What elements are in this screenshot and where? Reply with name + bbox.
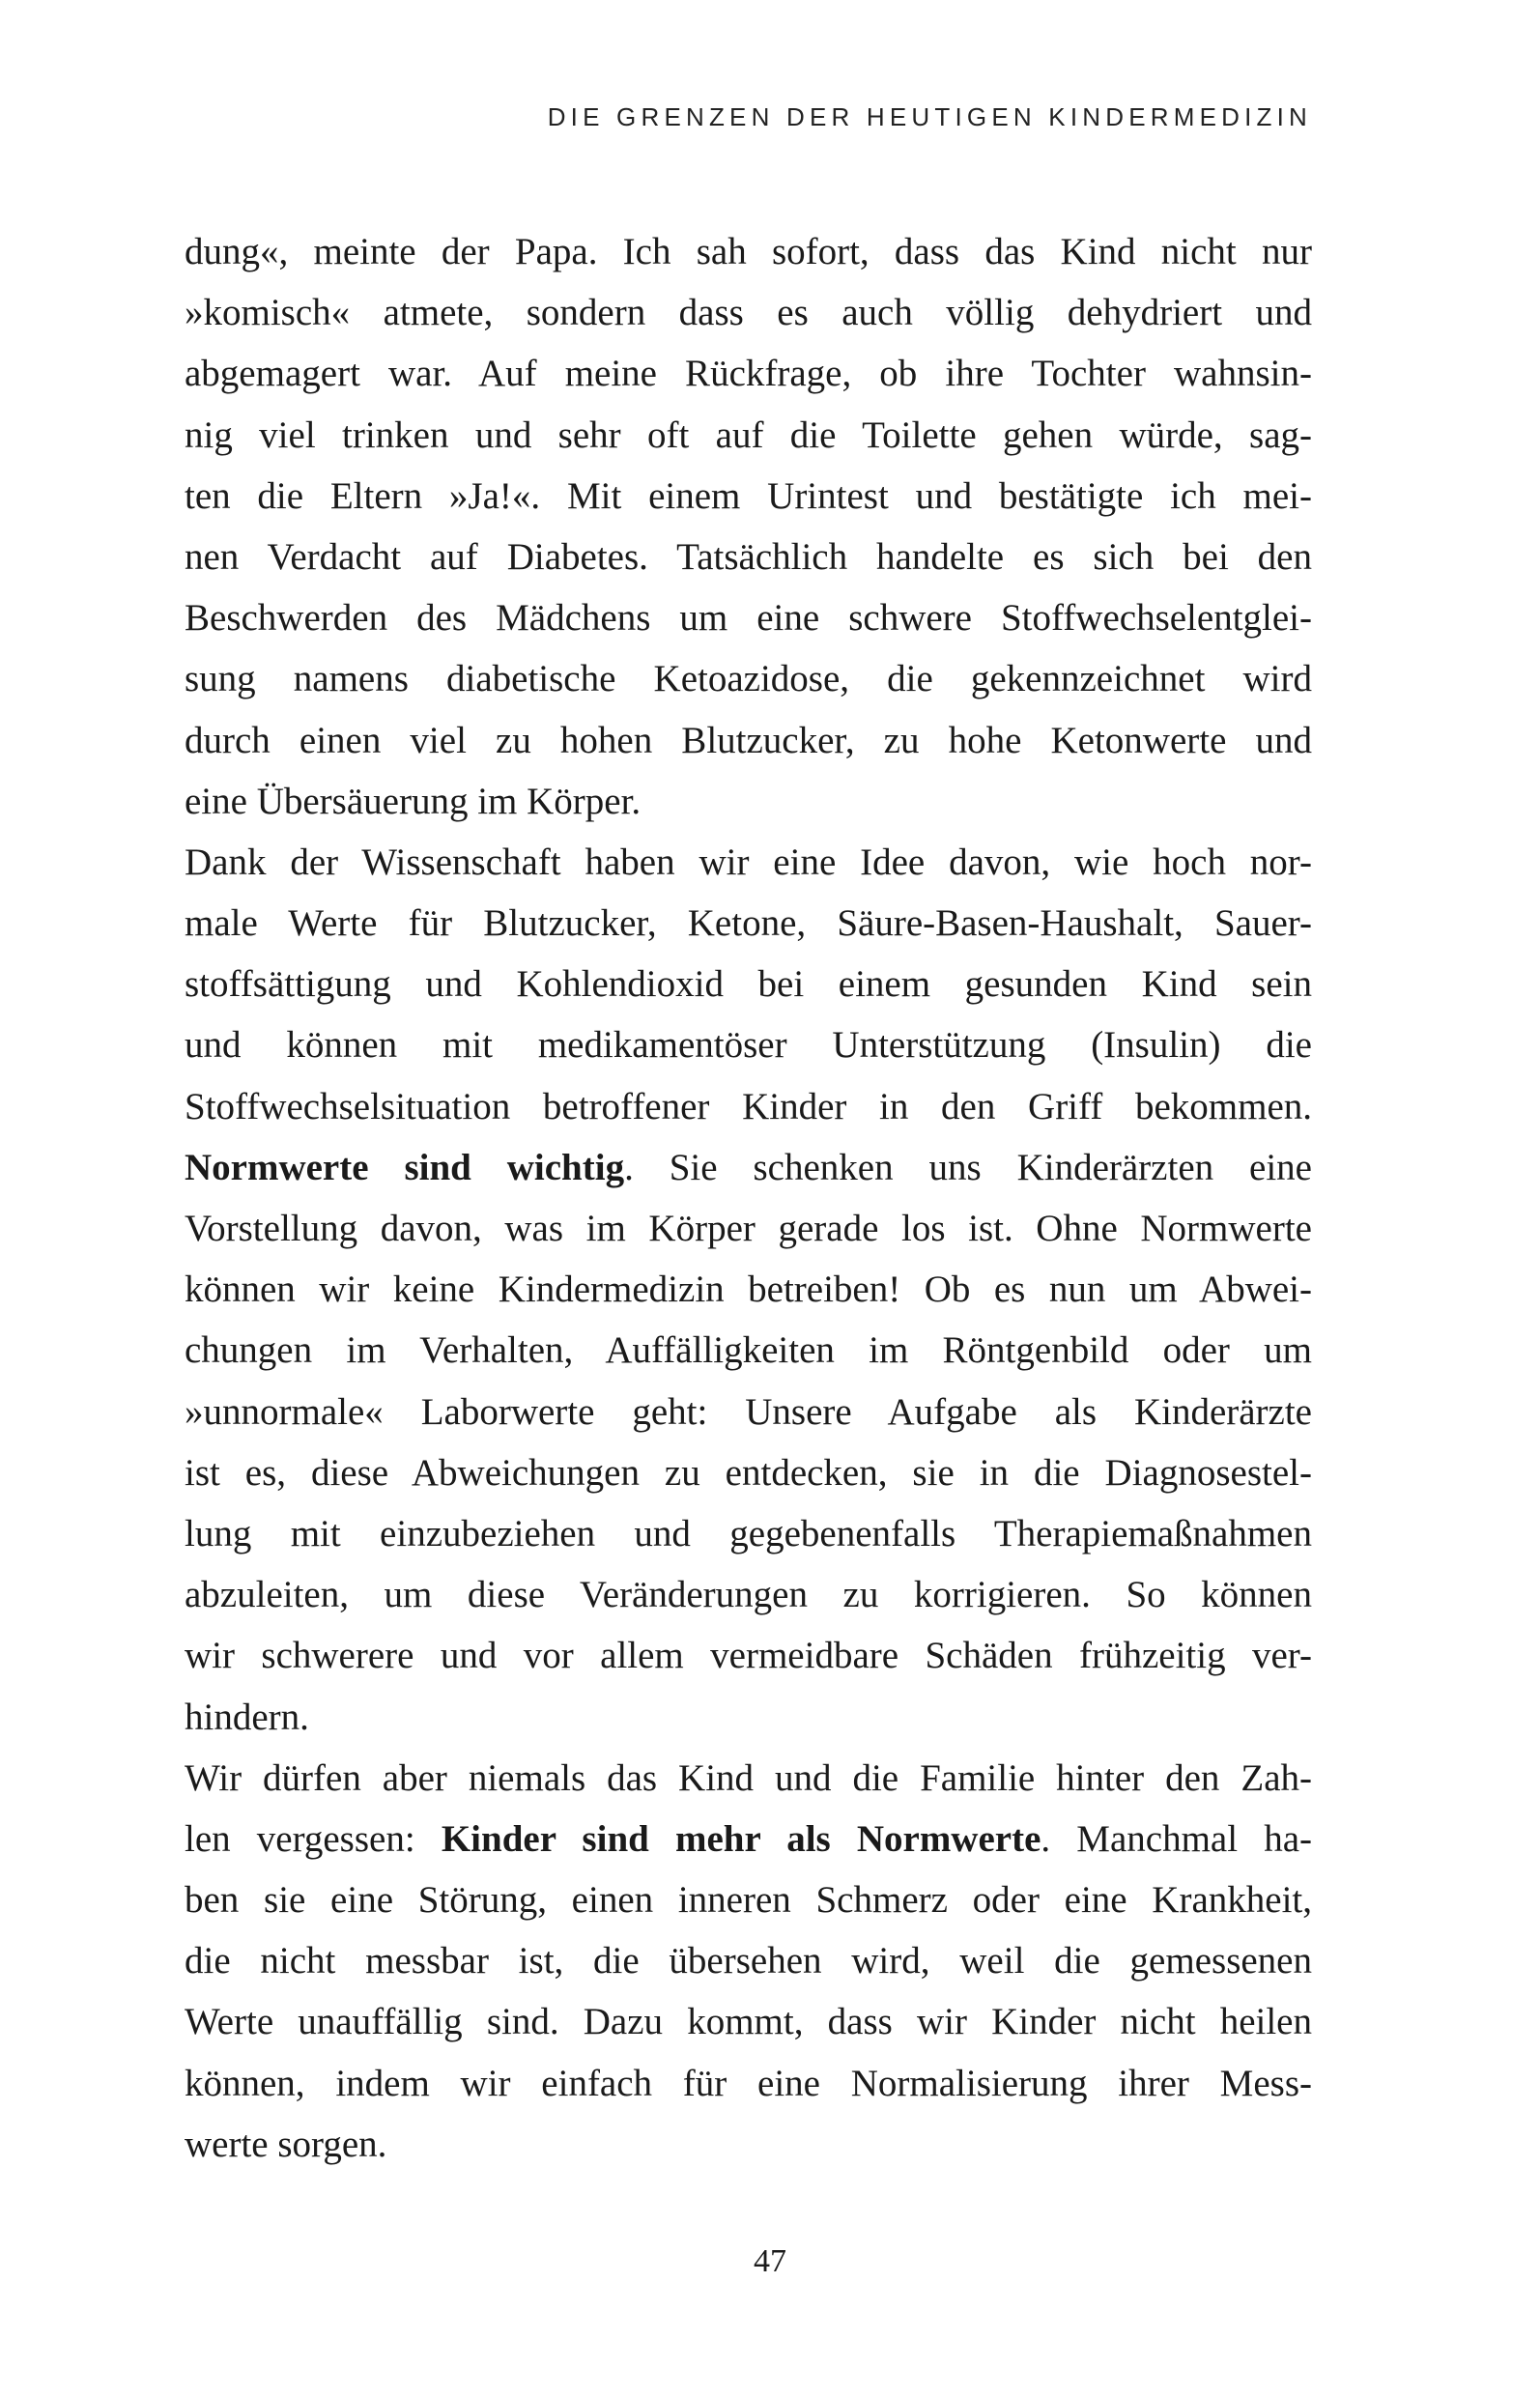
text-segment: können wir keine Kindermedizin betreiben! Ob es nun um Abwei- [185, 1269, 1312, 1311]
text-line [185, 648, 1312, 709]
text-line [185, 954, 1312, 1014]
text-line [185, 1564, 1312, 1625]
text-segment: Beschwerden des Mädchens um eine schwere Stoffwechselentglei- [185, 597, 1312, 640]
text-line [185, 1625, 1312, 1686]
text-segment: Werte unauffällig sind. Dazu kommt, dass wir Kinder nicht heilen [185, 2001, 1312, 2043]
text-line [185, 771, 1312, 832]
text-line [185, 343, 1312, 404]
text-line [185, 1869, 1312, 1930]
text-line [185, 1014, 1312, 1075]
text-segment: len vergessen: [185, 1817, 442, 1860]
text-line [185, 1320, 1312, 1381]
text-segment: die nicht messbar ist, die übersehen wird, weil die gemessenen [185, 1940, 1312, 1982]
text-segment: ten die Eltern »Ja!«. Mit einem Urintest und bestätigte ich mei- [185, 474, 1312, 517]
emphasis-text: Kinder sind mehr als Normwerte [441, 1817, 1041, 1860]
text-segment: . Sie schenken uns Kinderärzten eine [624, 1146, 1312, 1188]
text-segment: sung namens diabetische Ketoazidose, die gekennzeichnet wird [185, 658, 1312, 700]
text-segment: abgemagert war. Auf meine Rückfrage, ob ihre Tochter wahnsin- [185, 353, 1312, 395]
text-segment: hindern. [185, 1696, 309, 1738]
text-segment: Stoffwechselsituation betroffener Kinder in den Griff bekommen. [185, 1085, 1312, 1127]
text-line [185, 466, 1312, 527]
text-segment: chungen im Verhalten, Auffälligkeiten im Röntgenbild oder um [185, 1329, 1312, 1372]
text-line [185, 1442, 1312, 1503]
text-line [185, 1076, 1312, 1137]
text-segment: »komisch« atmete, sondern dass es auch völlig dehydriert und [185, 292, 1312, 334]
text-segment: und können mit medikamentöser Unterstützung (Insulin) die [185, 1024, 1312, 1067]
text-line [185, 2114, 1312, 2175]
text-segment: Dank der Wissenschaft haben wir eine Idee davon, wie hoch nor- [185, 841, 1312, 883]
text-segment: »unnormale« Laborwerte geht: Unsere Aufgabe als Kinderärzte [185, 1390, 1312, 1433]
text-line [185, 893, 1312, 954]
text-segment: Wir dürfen aber niemals das Kind und die Familie hinter den Zah- [185, 1756, 1312, 1799]
text-segment: male Werte für Blutzucker, Ketone, Säure-Basen-Haushalt, Sauer- [185, 902, 1312, 945]
text-line [185, 1809, 1312, 1869]
text-line [185, 710, 1312, 771]
body-text [185, 221, 1312, 2175]
text-segment: durch einen viel zu hohen Blutzucker, zu hohe Ketonwerte und [185, 719, 1312, 761]
text-line [185, 1382, 1312, 1442]
text-line [185, 1503, 1312, 1564]
text-segment: . Manchmal ha- [1041, 1817, 1312, 1860]
text-line [185, 2053, 1312, 2114]
text-line [185, 832, 1312, 893]
text-segment: eine Übersäuerung im Körper. [185, 780, 642, 822]
text-segment: abzuleiten, um diese Veränderungen zu korrigieren. So können [185, 1574, 1312, 1616]
text-segment: stoffsättigung und Kohlendioxid bei einem gesunden Kind sein [185, 963, 1312, 1006]
text-line [185, 1748, 1312, 1809]
text-segment: ist es, diese Abweichungen zu entdecken, sie in die Diagnosestel- [185, 1451, 1312, 1494]
running-header: DIE GRENZEN DER HEUTIGEN KINDERMEDIZIN [547, 102, 1312, 131]
text-segment: lung mit einzubeziehen und gegebenenfalls Therapiemaßnahmen [185, 1512, 1312, 1555]
text-line [185, 1137, 1312, 1198]
text-segment: Vorstellung davon, was im Körper gerade los ist. Ohne Normwerte [185, 1208, 1312, 1249]
text-line [185, 1687, 1312, 1748]
text-line [185, 1198, 1312, 1259]
text-line [185, 1259, 1312, 1320]
text-segment: nig viel trinken und sehr oft auf die Toilette gehen würde, sag- [185, 414, 1312, 456]
text-segment: können, indem wir einfach für eine Normalisierung ihrer Mess- [185, 2062, 1312, 2104]
text-segment: wir schwerere und vor allem vermeidbare Schäden frühzeitig ver- [185, 1635, 1312, 1677]
text-line [185, 405, 1312, 466]
text-segment: dung«, meinte der Papa. Ich sah sofort, dass das Kind nicht nur [185, 231, 1312, 272]
text-line [185, 282, 1312, 343]
text-segment: ben sie eine Störung, einen inneren Schmerz oder eine Krankheit, [185, 1879, 1312, 1922]
text-line [185, 1930, 1312, 1991]
text-segment: nen Verdacht auf Diabetes. Tatsächlich handelte es sich bei den [185, 535, 1312, 578]
text-line [185, 1991, 1312, 2052]
text-line [185, 527, 1312, 587]
text-line [185, 221, 1312, 282]
emphasis-text: Normwerte sind wichtig [185, 1146, 625, 1188]
page-number: 47 [754, 2243, 786, 2279]
text-line [185, 587, 1312, 648]
text-segment: werte sorgen. [185, 2123, 387, 2165]
